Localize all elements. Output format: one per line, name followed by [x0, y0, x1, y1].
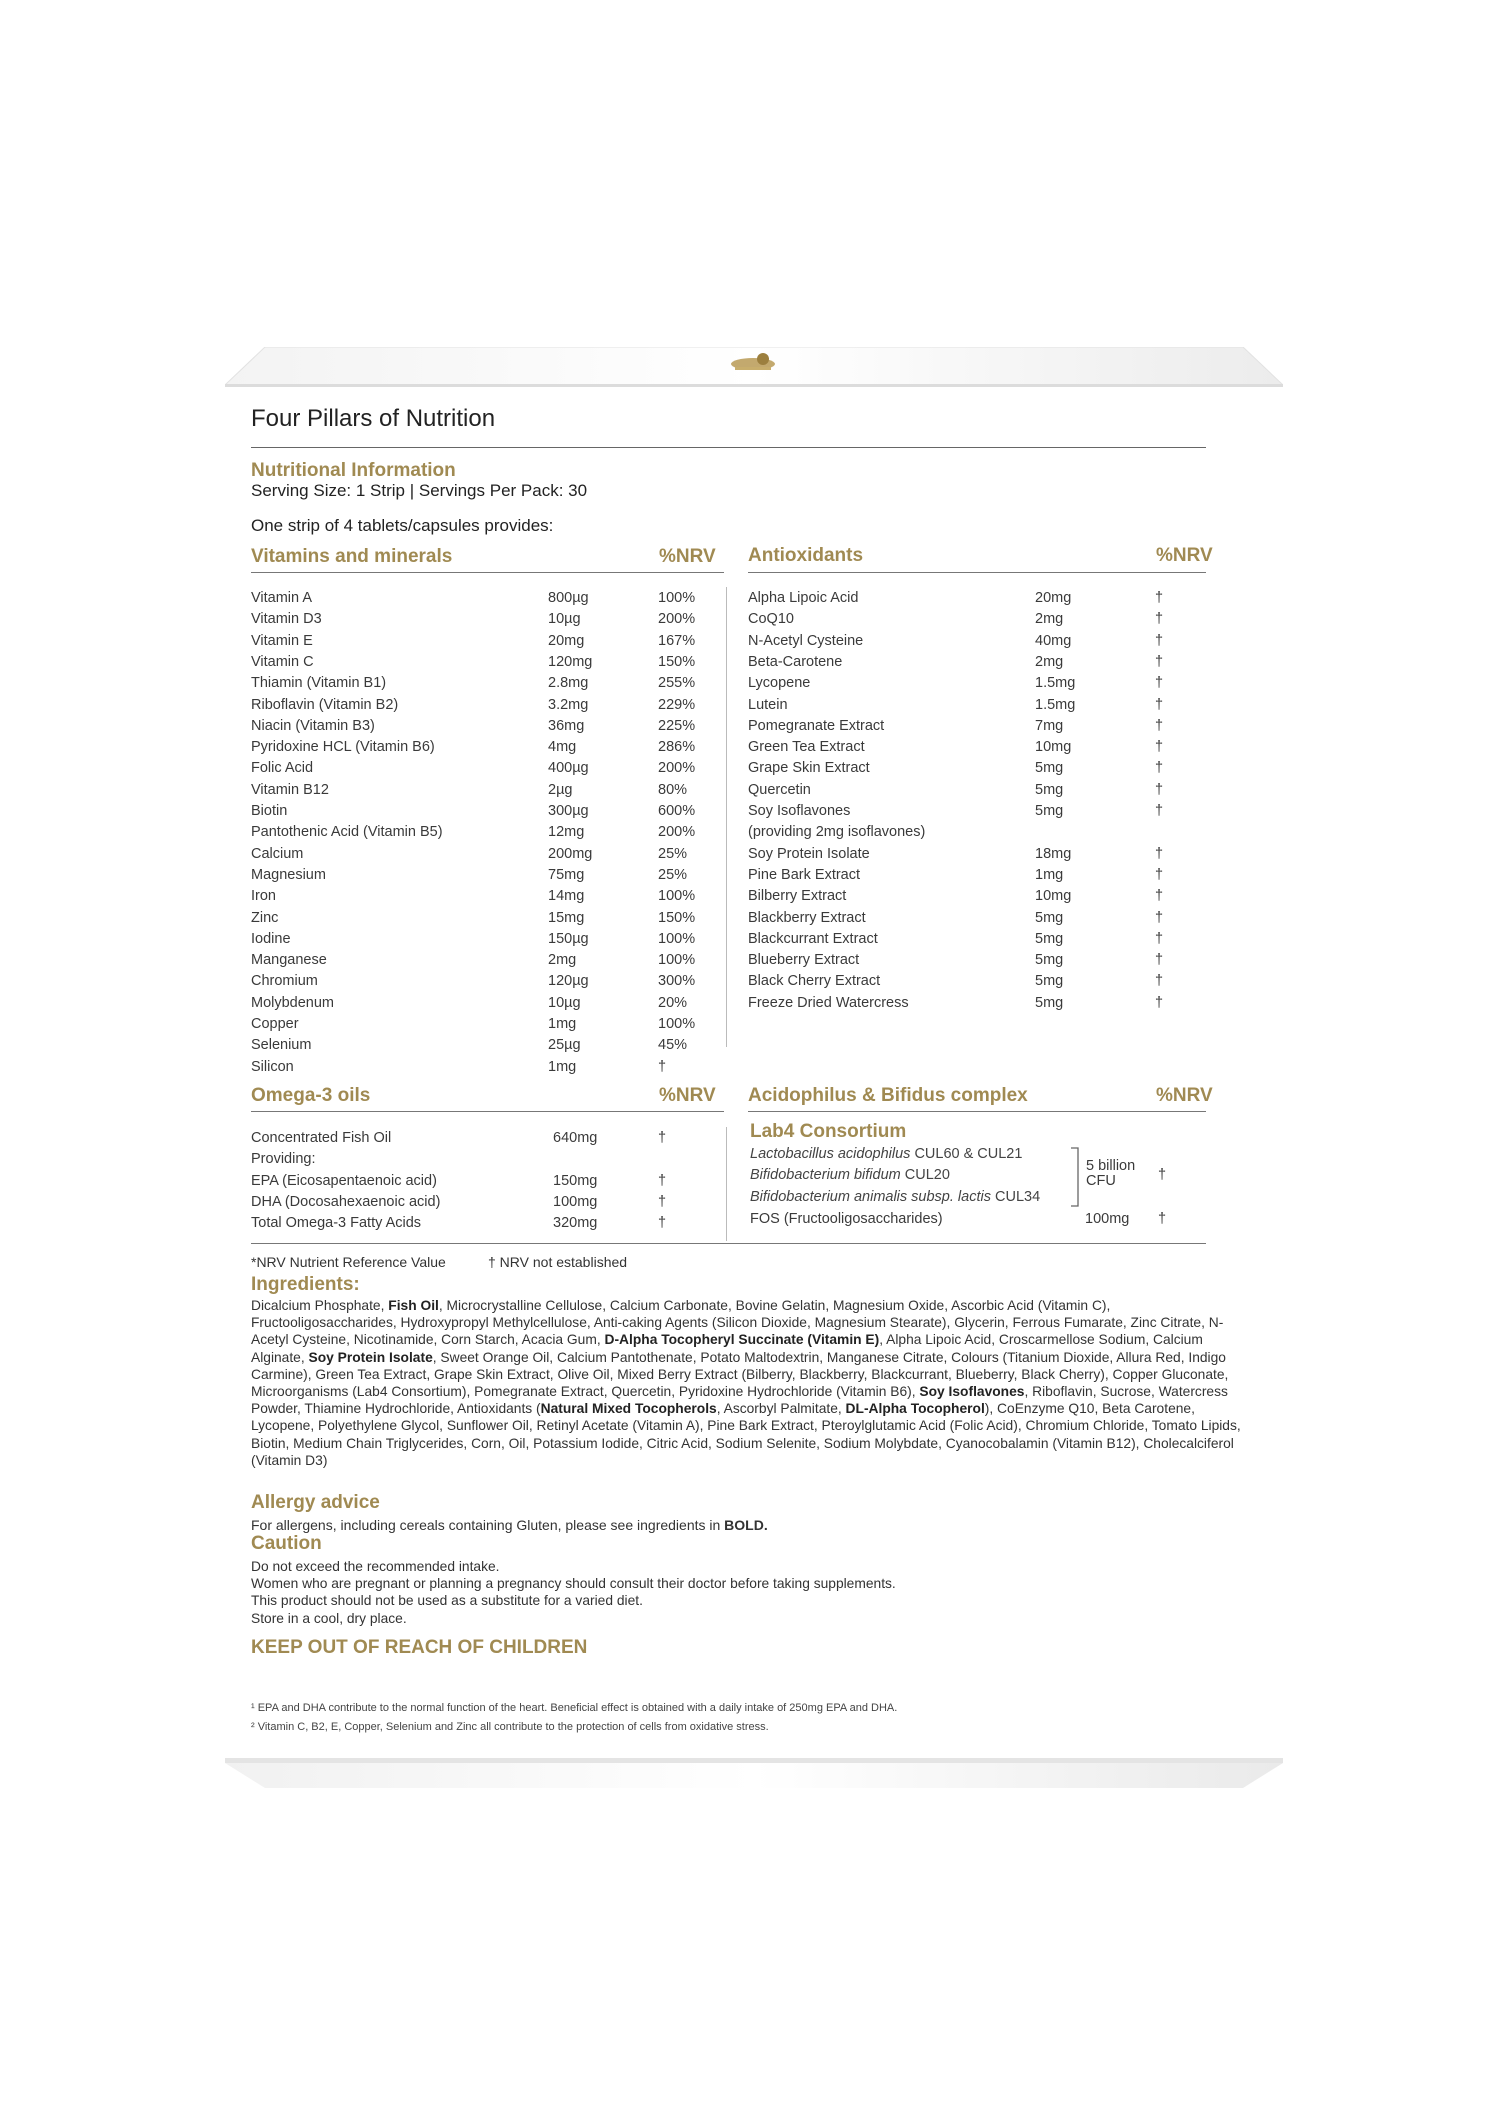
vitamin-row-nutrient: Pyridoxine HCL (Vitamin B6) — [251, 739, 435, 756]
antioxidant-row-nutrient: Quercetin — [748, 781, 811, 798]
vitamin-row-nutrient: Vitamin B12 — [251, 781, 329, 798]
vitamin-row-amount: 12mg — [548, 824, 585, 841]
vitamin-row-nutrient: Copper — [251, 1016, 299, 1032]
antioxidant-row-nrv: † — [1155, 930, 1164, 947]
omega-row-nrv: † — [658, 1172, 667, 1189]
ingredient-text: , Sweet Orange Oil, Calcium Pantothenate, Potato Maltodextrin, Manganese Citrate, Colours (Titanium Dioxide, Allura Red, Indigo Carmine), Green Tea Extract, Grape Skin Extract, Olive Oil, Mixed Berry Extract (Bilberry, Blackberry, Blackcurrant, Blueberry, Black Cherry), Copper Gluconate, Microorganisms (Lab4 Consortium), Pomegranate Extract, Quercetin, Pyridoxine Hydrochloride (Vitamin B6), — [251, 1349, 1229, 1400]
antioxidant-row-nrv: † — [1155, 611, 1164, 628]
vitamin-row-amount: 4mg — [548, 739, 577, 756]
vitamin-row-nrv: 300% — [658, 973, 696, 990]
ingredient-allergen: D-Alpha Tocopheryl Succinate (Vitamin E) — [604, 1332, 880, 1348]
top-decorative-bar — [225, 347, 1283, 387]
vitamin-row-nutrient: Magnesium — [251, 866, 326, 883]
vitamin-row-nutrient: Vitamin A — [251, 590, 312, 606]
antioxidant-row-amount: 40mg — [1035, 632, 1072, 649]
omega-row-nrv: † — [658, 1193, 667, 1210]
antioxidant-row-nrv: † — [1155, 632, 1164, 649]
antioxidants-rule — [748, 572, 1206, 573]
ingredient-allergen: Fish Oil — [388, 1298, 439, 1313]
vitamin-row-nrv: 225% — [658, 717, 696, 734]
antioxidant-row-nrv: † — [1155, 696, 1164, 713]
antioxidant-row-amount: 2mg — [1035, 653, 1064, 670]
vitamin-row-nrv: 229% — [658, 696, 696, 713]
antioxidant-row-nutrient: CoQ10 — [748, 611, 794, 628]
vitamin-row-nutrient: Vitamin E — [251, 632, 313, 649]
antioxidant-row-nutrient: Soy Protein Isolate — [748, 845, 870, 862]
antioxidant-row-nutrient: Lycopene — [748, 675, 811, 692]
antioxidant-row-amount: 5mg — [1035, 930, 1064, 947]
antioxidant-row-nrv: † — [1155, 675, 1164, 692]
strain-code: CUL60 & CUL21 — [914, 1146, 1023, 1162]
omega-row-nutrient: Providing: — [251, 1151, 316, 1168]
antioxidant-row-nutrient: Soy Isoflavones — [748, 803, 851, 819]
antioxidant-row-nutrient: Black Cherry Extract — [748, 973, 881, 990]
antioxidant-row-nrv: † — [1155, 973, 1164, 990]
strain-row — [750, 1189, 1040, 1205]
antioxidant-row-nrv: † — [1155, 803, 1164, 819]
antioxidant-row-nutrient: Pomegranate Extract — [748, 717, 885, 734]
caution-line: Do not exceed the recommended intake. — [251, 1559, 500, 1574]
vitamin-row-amount: 120µg — [548, 973, 589, 990]
antioxidant-row-nutrient: Grape Skin Extract — [748, 760, 870, 777]
nutrition-heading: Nutritional Information — [251, 460, 456, 481]
caution-line: Store in a cool, dry place. — [251, 1610, 407, 1626]
omega-row-amount: 100mg — [553, 1193, 598, 1210]
antioxidant-row-amount: 5mg — [1035, 973, 1064, 990]
vitamin-row-nutrient: Pantothenic Acid (Vitamin B5) — [251, 824, 443, 841]
vitamin-row-nrv: 286% — [658, 739, 696, 756]
vitamin-row-nrv: 100% — [658, 930, 696, 947]
ingredient-allergen: DL-Alpha Tocopherol — [845, 1401, 985, 1417]
omega-row-amount: 640mg — [553, 1130, 598, 1146]
strain-row — [750, 1167, 950, 1183]
vitamin-row-amount: 15mg — [548, 909, 585, 926]
vitamin-row-amount: 400µg — [548, 760, 589, 777]
antioxidants-title: Antioxidants — [748, 545, 864, 566]
vitamin-row-amount: 10µg — [548, 994, 581, 1011]
antioxidant-row-nrv: † — [1155, 994, 1164, 1011]
vitamin-row-nutrient: Zinc — [251, 909, 279, 926]
ingredient-allergen: Soy Protein Isolate — [308, 1349, 433, 1365]
antioxidant-row-nutrient: Pine Bark Extract — [748, 866, 861, 883]
vitamin-row-nutrient: Vitamin D3 — [251, 611, 322, 628]
antioxidant-row-nrv: † — [1155, 866, 1164, 883]
omega-rule — [251, 1111, 724, 1112]
omega-nrv-header: %NRV — [659, 1085, 716, 1106]
ingredient-allergen: Natural Mixed Tocopherols — [540, 1401, 717, 1417]
vitamin-row-amount: 14mg — [548, 888, 585, 905]
vitamin-row-nrv: 45% — [658, 1037, 688, 1054]
vitamin-row-nutrient: Chromium — [251, 973, 318, 990]
allergy-text — [251, 1517, 768, 1533]
title-divider — [251, 447, 1206, 448]
allergy-text-main: For allergens, including cereals containing Gluten, please see ingredients in — [251, 1517, 725, 1533]
keep-out-warning: KEEP OUT OF REACH OF CHILDREN — [251, 1637, 588, 1658]
vitamin-row-nrv: 200% — [658, 760, 696, 777]
vitamin-row-nutrient: Niacin (Vitamin B3) — [251, 717, 375, 734]
page-title: Four Pillars of Nutrition — [251, 405, 496, 432]
vitamins-rule — [251, 572, 724, 573]
antioxidant-row-nutrient: (providing 2mg isoflavones) — [748, 824, 926, 841]
antioxidant-row-amount: 20mg — [1035, 590, 1072, 606]
antioxidant-row-nrv: † — [1155, 909, 1164, 926]
acidophilus-nrv-header: %NRV — [1156, 1085, 1213, 1106]
vitamin-row-nutrient: Calcium — [251, 845, 304, 862]
cfu-unit: CFU — [1086, 1173, 1116, 1189]
acidophilus-title: Acidophilus & Bifidus complex — [748, 1085, 1028, 1106]
antioxidant-row-nrv: † — [1155, 952, 1164, 969]
strain-code: CUL34 — [995, 1189, 1041, 1205]
antioxidant-row-nutrient: Blackcurrant Extract — [748, 930, 878, 947]
fos-amount: 100mg — [1085, 1211, 1130, 1227]
vitamin-row-nrv: 80% — [658, 781, 688, 798]
vitamin-row-nrv: 25% — [658, 845, 688, 862]
column-divider — [726, 587, 727, 1047]
antioxidant-row-nrv: † — [1155, 717, 1164, 734]
vitamin-row-amount: 300µg — [548, 803, 589, 819]
antioxidants-nrv-header: %NRV — [1156, 545, 1213, 566]
antioxidant-row-amount: 5mg — [1035, 760, 1064, 777]
ingredients-heading: Ingredients: — [251, 1274, 360, 1295]
dagger-note: † NRV not established — [488, 1254, 628, 1270]
vitamin-row-nutrient: Iodine — [251, 930, 291, 947]
vitamin-row-nrv: 25% — [658, 866, 688, 883]
omega-row-nrv: † — [658, 1130, 667, 1146]
vitamin-row-nrv: 200% — [658, 824, 696, 841]
fos-nrv: † — [1158, 1211, 1167, 1227]
ingredient-text: Dicalcium Phosphate, — [251, 1298, 389, 1313]
vitamin-row-nutrient: Thiamin (Vitamin B1) — [251, 675, 387, 692]
vitamins-nrv-header: %NRV — [659, 546, 716, 567]
vitamin-row-amount: 150µg — [548, 930, 589, 947]
antioxidant-row-amount: 10mg — [1035, 739, 1072, 756]
footnote: ¹ EPA and DHA contribute to the normal function of the heart. Beneficial effect is obtained with a daily intake of 250mg EPA and DHA. — [251, 1702, 898, 1714]
vitamin-row-amount: 3.2mg — [548, 696, 589, 713]
antioxidant-row-amount: 2mg — [1035, 611, 1064, 628]
fos-name: FOS (Fructooligosaccharides) — [750, 1211, 943, 1227]
antioxidant-row-nrv: † — [1155, 653, 1164, 670]
antioxidant-row-amount: 5mg — [1035, 781, 1064, 798]
vitamin-row-nrv: 167% — [658, 632, 696, 649]
omega-row-nutrient: EPA (Eicosapentaenoic acid) — [251, 1172, 437, 1189]
footnote: ² Vitamin C, B2, E, Copper, Selenium and Zinc all contribute to the protection of cells from oxidative stress. — [251, 1721, 769, 1733]
vitamin-row-amount: 20mg — [548, 632, 585, 649]
caution-line: This product should not be used as a substitute for a varied diet. — [251, 1593, 643, 1609]
ingredient-text: , Microcrystalline Cellulose, Calcium Carbonate, Bovine Gelatin, Magnesium Oxide, Ascorbic Acid (Vitamin C), Fructooligosaccharides, Hydroxypropyl Methylcellulose, Anti-caking Agents (Silicon Dioxide, Magnesium Stearate), Glycerin, Ferrous Fumarate, Zinc Citrate, N-Acetyl Cysteine, Nicotinamide, Corn Starch, Acacia Gum, — [251, 1298, 1224, 1348]
antioxidant-row-nutrient: Alpha Lipoic Acid — [748, 590, 859, 606]
antioxidant-row-amount: 1mg — [1035, 866, 1064, 883]
antioxidant-row-amount: 5mg — [1035, 909, 1064, 926]
cfu-nrv: † — [1158, 1167, 1167, 1183]
column-divider-2 — [726, 1127, 727, 1241]
vitamin-row-amount: 36mg — [548, 717, 585, 734]
vitamin-row-amount: 10µg — [548, 611, 581, 628]
allergy-text-bold: BOLD. — [724, 1517, 768, 1533]
acidophilus-rule — [748, 1111, 1206, 1112]
caution-line: Women who are pregnant or planning a pregnancy should consult their doctor before taking supplements. — [251, 1576, 896, 1592]
omega-row-nrv: † — [658, 1215, 667, 1232]
vitamin-row-nutrient: Molybdenum — [251, 994, 335, 1011]
vitamin-row-amount: 1mg — [548, 1058, 577, 1075]
cfu-bracket-icon — [1070, 1147, 1080, 1207]
antioxidant-row-nutrient: N-Acetyl Cysteine — [748, 632, 864, 649]
serving-info: Serving Size: 1 Strip | Servings Per Pack: 30 — [251, 481, 588, 500]
vitamin-row-amount: 2µg — [548, 781, 573, 798]
strain-row — [750, 1146, 1022, 1162]
antioxidant-row-nrv: † — [1155, 590, 1164, 606]
vitamin-row-nutrient: Selenium — [251, 1037, 312, 1054]
ingredient-text: , Alpha Lipoic Acid, Croscarmellose Sodium, Calcium Alginate, — [251, 1332, 1203, 1365]
antioxidant-row-amount: 7mg — [1035, 717, 1064, 734]
nutrition-panel — [251, 405, 1241, 1757]
caution-heading: Caution — [251, 1533, 322, 1554]
omega-row-amount: 320mg — [553, 1215, 598, 1232]
vitamin-row-nrv: 100% — [658, 1016, 696, 1032]
antioxidant-row-nutrient: Freeze Dried Watercress — [748, 994, 909, 1011]
omega-title: Omega-3 oils — [251, 1085, 371, 1106]
omega-row-amount: 150mg — [553, 1172, 598, 1189]
ingredient-text: , Riboflavin, Sucrose, Watercress Powder, Thiamine Hydrochloride, Antioxidants ( — [251, 1384, 1228, 1417]
provides-line: One strip of 4 tablets/capsules provides: — [251, 516, 554, 535]
antioxidant-row-nutrient: Beta-Carotene — [748, 653, 843, 670]
strain-species: Lactobacillus acidophilus — [750, 1146, 911, 1162]
vitamin-row-nutrient: Silicon — [251, 1058, 294, 1075]
vitamin-row-nrv: † — [658, 1058, 667, 1075]
vitamin-row-nrv: 150% — [658, 909, 696, 926]
antioxidant-row-nutrient: Lutein — [748, 696, 788, 713]
antioxidant-row-nutrient: Blueberry Extract — [748, 952, 860, 969]
vitamin-row-amount: 120mg — [548, 653, 593, 670]
antioxidant-row-nrv: † — [1155, 760, 1164, 777]
strain-code: CUL20 — [904, 1167, 950, 1183]
antioxidant-row-amount: 1.5mg — [1035, 675, 1076, 692]
vitamin-row-nrv: 20% — [658, 994, 688, 1011]
vitamin-row-amount: 1mg — [548, 1016, 577, 1032]
vitamin-row-nutrient: Riboflavin (Vitamin B2) — [251, 696, 399, 713]
antioxidant-row-nrv: † — [1155, 739, 1164, 756]
omega-row-nutrient: DHA (Docosahexaenoic acid) — [251, 1193, 441, 1210]
vitamin-row-amount: 200mg — [548, 845, 593, 862]
antioxidant-row-amount: 5mg — [1035, 994, 1064, 1011]
antioxidant-row-amount: 5mg — [1035, 952, 1064, 969]
ingredient-text: ), CoEnzyme Q10, Beta Carotene, Lycopene, Polyethylene Glycol, Sunflower Oil, Retinyl Acetate (Vitamin A), Pine Bark Extract, Pteroylglutamic Acid (Folic Acid), Chromium Chloride, Tomato Lipids, Biotin, Medium Chain Triglycerides, Corn, Oil, Potassium Iodide, Citric Acid, Sodium Selenite, Sodium Molybdate, Cyanocobalamin (Vitamin B12), Cholecalciferol (Vitamin D3) — [251, 1401, 1241, 1468]
caution-text — [251, 1558, 896, 1627]
vitamin-row-nutrient: Manganese — [251, 952, 327, 969]
omega-row-nutrient: Concentrated Fish Oil — [251, 1130, 392, 1146]
vitamin-row-amount: 25µg — [548, 1037, 581, 1054]
antioxidant-row-nutrient: Blackberry Extract — [748, 909, 866, 926]
vitamin-row-nutrient: Iron — [251, 888, 276, 905]
vitamin-row-nrv: 100% — [658, 888, 696, 905]
antioxidant-row-nutrient: Bilberry Extract — [748, 888, 847, 905]
strain-species: Bifidobacterium animalis subsp. lactis — [750, 1189, 991, 1205]
antioxidant-row-amount: 18mg — [1035, 845, 1072, 862]
antioxidant-row-nrv: † — [1155, 781, 1164, 798]
vitamin-row-nrv: 600% — [658, 803, 696, 819]
vitamin-row-nrv: 100% — [658, 590, 696, 606]
vitamin-row-nutrient: Vitamin C — [251, 653, 314, 670]
vitamin-row-nrv: 255% — [658, 675, 696, 692]
antioxidant-row-nutrient: Green Tea Extract — [748, 739, 865, 756]
antioxidant-row-amount: 1.5mg — [1035, 696, 1076, 713]
antioxidant-row-nrv: † — [1155, 845, 1164, 862]
vitamin-row-amount: 2mg — [548, 952, 577, 969]
ingredient-text: , Ascorbyl Palmitate, — [716, 1401, 846, 1417]
vitamin-row-amount: 2.8mg — [548, 675, 589, 692]
ingredient-allergen: Soy Isoflavones — [919, 1384, 1025, 1400]
lab4-title: Lab4 Consortium — [750, 1121, 907, 1142]
cfu-amount: 5 billion — [1086, 1158, 1136, 1174]
vitamin-row-nrv: 200% — [658, 611, 696, 628]
vitamin-row-amount: 800µg — [548, 590, 589, 606]
cfu-label — [1086, 1159, 1135, 1189]
antioxidant-row-amount: 10mg — [1035, 888, 1072, 905]
bottom-decorative-bar — [225, 1758, 1283, 1790]
omega-row-nutrient: Total Omega-3 Fatty Acids — [251, 1215, 422, 1232]
vitamin-row-nrv: 150% — [658, 653, 696, 670]
vitamins-title: Vitamins and minerals — [251, 546, 453, 567]
antioxidant-row-nrv: † — [1155, 888, 1164, 905]
vitamin-row-amount: 75mg — [548, 866, 585, 883]
vitamin-row-nrv: 100% — [658, 952, 696, 969]
vitamin-row-nutrient: Biotin — [251, 803, 288, 819]
allergy-heading: Allergy advice — [251, 1492, 380, 1513]
nrv-note: *NRV Nutrient Reference Value — [251, 1254, 446, 1270]
ingredients-text — [251, 1297, 1246, 1469]
strain-species: Bifidobacterium bifidum — [750, 1167, 901, 1183]
table-bottom-rule — [251, 1243, 1206, 1244]
antioxidant-row-amount: 5mg — [1035, 803, 1064, 819]
vitamin-row-nutrient: Folic Acid — [251, 760, 314, 777]
